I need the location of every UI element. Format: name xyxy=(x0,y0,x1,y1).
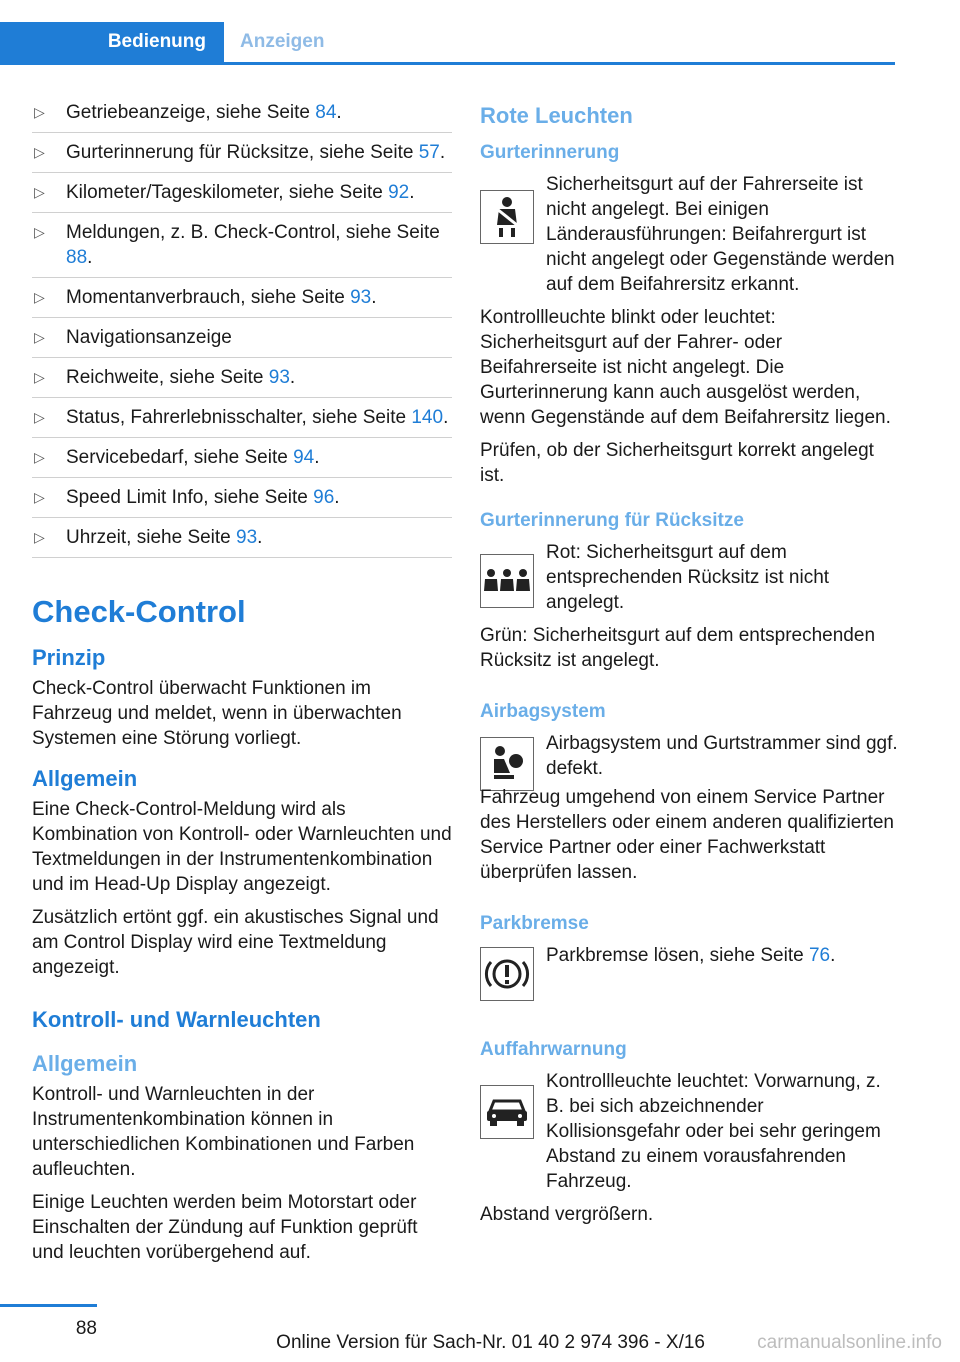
page-link[interactable]: 92 xyxy=(388,182,410,203)
list-item xyxy=(32,525,452,558)
tab-anzeigen[interactable]: Anzeigen xyxy=(240,31,325,52)
page-link[interactable]: 93 xyxy=(268,367,290,388)
allgemein-text-1: Eine Check-Control-Meldung wird als Kombination von Kontroll- oder Warnleuchten und Textmeldungen in der Instrumentenkombination und im Head-Up Display angezeigt. xyxy=(32,799,452,895)
ruecksitze-text-2: Grün: Sicherheitsgurt auf dem entsprechenden Rücksitz ist angelegt. xyxy=(480,625,876,671)
page-link[interactable]: 96 xyxy=(313,487,335,508)
gurterinnerung-row xyxy=(480,172,898,305)
watermark: carmanualsonline.info xyxy=(757,1332,942,1353)
list-item xyxy=(32,140,452,173)
online-version-footer: Online Version für Sach-Nr. 01 40 2 974 396 - X/16 xyxy=(276,1332,705,1353)
list-item-suffix: . xyxy=(336,102,342,123)
triangle-right-icon: ▷ xyxy=(34,489,45,505)
parkbremse-row xyxy=(480,943,898,1001)
list-item-text: Navigationsanzeige xyxy=(66,327,232,348)
auffahrwarnung-text-1: Kontrollleuchte leuchtet: Vorwarnung, z. B. bei sich abzeichnender Kollisionsgefahr oder bei sehr geringem Abstand zu einem vorausfahrenden Fahrzeug. xyxy=(546,1071,881,1192)
list-item xyxy=(32,365,452,398)
list-item-text: Reichweite, siehe Seite xyxy=(66,367,269,388)
parkbremse-text-suffix: . xyxy=(830,945,836,966)
allgemein-heading: Allgemein xyxy=(32,766,138,791)
parkbremse-page-link[interactable]: 76 xyxy=(808,945,831,966)
list-item xyxy=(32,405,452,438)
allgemein-text-2: Zusätzlich ertönt ggf. ein akustisches Signal und am Control Display wird eine Textmeldung angezeigt. xyxy=(32,907,439,978)
airbag-text-block xyxy=(546,731,898,789)
auffahrwarnung-text-2: Abstand vergrößern. xyxy=(480,1204,654,1225)
prinzip-heading: Prinzip xyxy=(32,645,106,670)
list-item-suffix: . xyxy=(409,182,415,203)
gurterinnerung-text-2: Kontrollleuchte blinkt oder leuchtet: Sicherheitsgurt auf der Fahrer- oder Beifahrerseite ist nicht angelegt. Die Gurterinnerung kann auch ausgelöst werden, wenn Gegenstände auf dem Beifahrersitz liegen. xyxy=(480,307,891,428)
list-item xyxy=(32,325,452,358)
page-link[interactable]: 88 xyxy=(66,247,88,268)
list-item xyxy=(32,445,452,478)
auffahrwarnung-text-block xyxy=(546,1069,898,1202)
display-list xyxy=(32,100,452,558)
list-item xyxy=(32,180,452,213)
kontroll-warnleuchten-heading: Kontroll- und Warnleuchten xyxy=(32,1007,321,1032)
header-tabbar xyxy=(0,22,895,65)
collision-warning-icon xyxy=(480,1085,534,1139)
rear-seatbelt-icon xyxy=(480,554,534,608)
auffahrwarnung-row xyxy=(480,1069,898,1202)
allgemein-2-text-1: Kontroll- und Warnleuchten in der Instrumentenkombination können in unterschiedlichen Kombinationen und Farben aufleuchten. xyxy=(32,1084,415,1180)
list-item-suffix: . xyxy=(257,527,263,548)
parking-brake-icon xyxy=(480,947,534,1001)
triangle-right-icon: ▷ xyxy=(34,409,45,425)
list-item-text: Getriebeanzeige, siehe Seite xyxy=(66,102,316,123)
page-link[interactable]: 84 xyxy=(315,102,337,123)
airbagsystem-heading: Airbagsystem xyxy=(480,701,606,722)
page-number: 88 xyxy=(75,1318,97,1339)
tab-bedienung[interactable]: Bedienung xyxy=(0,22,224,62)
gurterinnerung-text-3: Prüfen, ob der Sicherheitsgurt korrekt angelegt ist. xyxy=(480,440,874,486)
airbag-text-1: Airbagsystem und Gurtstrammer sind ggf. defekt. xyxy=(546,733,898,779)
list-item-suffix: . xyxy=(334,487,340,508)
airbag-text-2: Fahrzeug umgehend von einem Service Partner des Herstellers oder einem anderen qualifizierten Service Partner oder einer Fachwerkstatt überprüfen lassen. xyxy=(480,787,895,883)
footer-rule xyxy=(0,1304,97,1307)
triangle-right-icon: ▷ xyxy=(34,289,45,305)
ruecksitze-text-1: Rot: Sicherheitsgurt auf dem entsprechenden Rücksitz ist nicht angelegt. xyxy=(546,542,830,613)
list-item-suffix: . xyxy=(87,247,93,268)
parkbremse-text-main: Parkbremse lösen, siehe Seite xyxy=(546,945,809,966)
triangle-right-icon: ▷ xyxy=(34,224,45,240)
parkbremse-text xyxy=(546,943,898,968)
prinzip-text: Check-Control überwacht Funktionen im Fahrzeug und meldet, wenn in überwachten Systemen eine Störung vorliegt. xyxy=(32,678,402,749)
list-item-text: Momentanverbrauch, siehe Seite xyxy=(66,287,351,308)
airbag-row xyxy=(480,731,898,791)
list-item xyxy=(32,285,452,318)
list-item-text: Kilometer/Tageskilometer, siehe Seite xyxy=(66,182,389,203)
triangle-right-icon: ▷ xyxy=(34,329,45,345)
list-item-suffix: . xyxy=(439,142,446,163)
gurterinnerung-ruecksitze-heading: Gurterinnerung für Rücksitze xyxy=(480,510,744,531)
left-column xyxy=(32,100,452,1273)
list-item-text: Uhrzeit, siehe Seite xyxy=(66,527,237,548)
triangle-right-icon: ▷ xyxy=(34,144,45,160)
page-link[interactable]: 57 xyxy=(418,142,440,163)
seatbelt-icon xyxy=(480,190,534,244)
triangle-right-icon: ▷ xyxy=(34,449,45,465)
page-link[interactable]: 93 xyxy=(236,527,258,548)
triangle-right-icon: ▷ xyxy=(34,369,45,385)
triangle-right-icon: ▷ xyxy=(34,104,45,120)
triangle-right-icon: ▷ xyxy=(34,529,45,545)
gurterinnerung-heading: Gurterinnerung xyxy=(480,142,620,163)
list-item-text: Gurterinnerung für Rücksitze, siehe Seite xyxy=(66,142,419,163)
parkbremse-text-block xyxy=(546,943,898,976)
list-item xyxy=(32,485,452,518)
list-item-text: Meldungen, z. B. Check-Control, siehe Seite xyxy=(66,222,440,243)
list-item-suffix: . xyxy=(443,407,449,428)
right-column xyxy=(480,100,898,1235)
gurterinnerung-text-block xyxy=(546,172,898,305)
ruecksitze-row xyxy=(480,540,898,623)
page-link[interactable]: 140 xyxy=(411,407,444,428)
page-link[interactable]: 93 xyxy=(350,287,372,308)
list-item xyxy=(32,220,452,278)
list-item-suffix: . xyxy=(314,447,320,468)
check-control-heading: Check-Control xyxy=(32,594,246,629)
allgemein-2-text-2: Einige Leuchten werden beim Motorstart oder Einschalten der Zündung auf Funktion geprüft und leuchten vorübergehend auf. xyxy=(32,1192,418,1263)
list-item xyxy=(32,100,452,133)
list-item-text: Servicebedarf, siehe Seite xyxy=(66,447,294,468)
page-link[interactable]: 94 xyxy=(293,447,315,468)
list-item-suffix: . xyxy=(371,287,377,308)
list-item-text: Speed Limit Info, siehe Seite xyxy=(66,487,314,508)
allgemein-2-heading: Allgemein xyxy=(32,1051,138,1076)
list-item-suffix: . xyxy=(289,367,296,388)
rote-leuchten-heading: Rote Leuchten xyxy=(480,103,633,128)
gurterinnerung-text-1: Sicherheitsgurt auf der Fahrerseite ist nicht angelegt. Bei einigen Länderausführungen: Beifahrergurt ist nicht angelegt oder Gegenstände werden auf dem Beifahrersitz erkannt. xyxy=(546,174,895,295)
airbag-icon xyxy=(480,737,534,791)
parkbremse-heading: Parkbremse xyxy=(480,913,589,934)
ruecksitze-text-block xyxy=(546,540,898,623)
triangle-right-icon: ▷ xyxy=(34,184,45,200)
list-item-text: Status, Fahrerlebnisschalter, siehe Seite xyxy=(66,407,412,428)
auffahrwarnung-heading: Auffahrwarnung xyxy=(480,1039,627,1060)
